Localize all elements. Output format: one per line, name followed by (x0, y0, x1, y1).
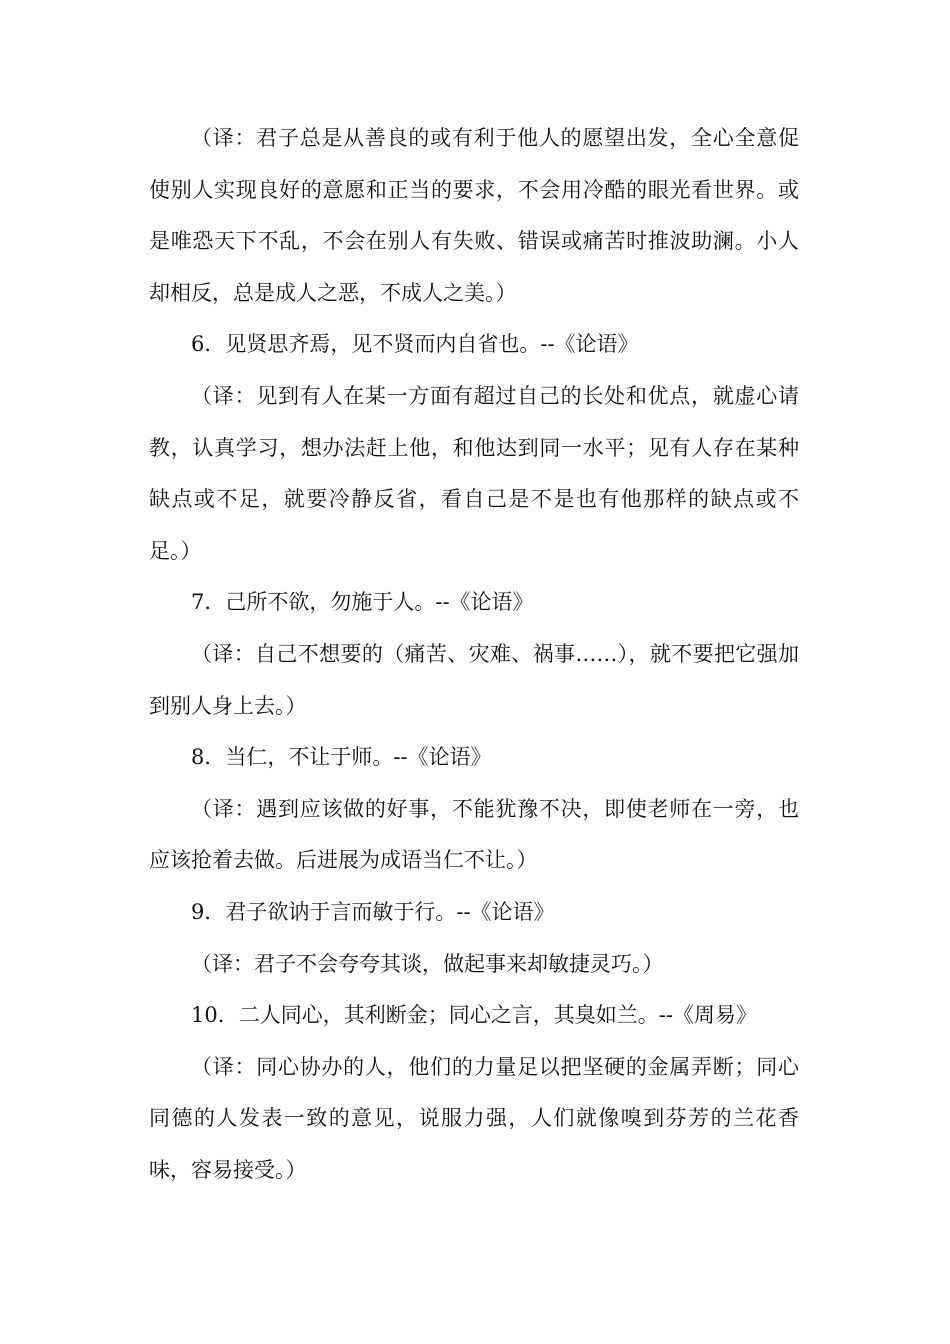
quote-item-6: 6．见贤思齐焉，见不贤而内自省也。--《论语》 (191, 332, 639, 357)
quote-item-9: 9．君子欲讷于言而敏于行。--《论语》 (191, 899, 555, 924)
quote-item-7: 7．己所不欲，勿施于人。--《论语》 (191, 590, 534, 615)
document-body (149, 113, 799, 1196)
translation-paragraph: （译：自己不想要的（痛苦、灾难、祸事……），就不要把它强加到别人身上去。） (149, 641, 799, 718)
quote-item-10: 10．二人同心，其利断金；同心之言，其臭如兰。--《周易》 (191, 1003, 757, 1028)
translation-paragraph: （译：君子不会夸夸其谈，做起事来却敏捷灵巧。） (191, 951, 664, 976)
translation-paragraph: （译：君子总是从善良的或有利于他人的愿望出发，全心全意促使别人实现良好的意愿和正当的要求，不会用冷酷的眼光看世界。或是唯恐天下不乱，不会在别人有失败、错误或痛苦时推波助澜。小人却相反，总是成人之恶，不成人之美。） (149, 126, 799, 305)
translation-paragraph: （译：遇到应该做的好事，不能犹豫不决，即使老师在一旁，也应该抢着去做。后进展为成语当仁不让。） (149, 796, 799, 873)
translation-paragraph: （译：见到有人在某一方面有超过自己的长处和优点，就虚心请教，认真学习，想办法赶上他，和他达到同一水平；见有人存在某种缺点或不足，就要冷静反省，看自己是不是也有他那样的缺点或不足。） (149, 383, 799, 563)
quote-item-8: 8．当仁，不让于师。--《论语》 (191, 745, 492, 770)
translation-paragraph: （译：同心协办的人，他们的力量足以把坚硬的金属弄断；同心同德的人发表一致的意见，说服力强，人们就像嗅到芬芳的兰花香味，容易接受。） (149, 1054, 799, 1182)
